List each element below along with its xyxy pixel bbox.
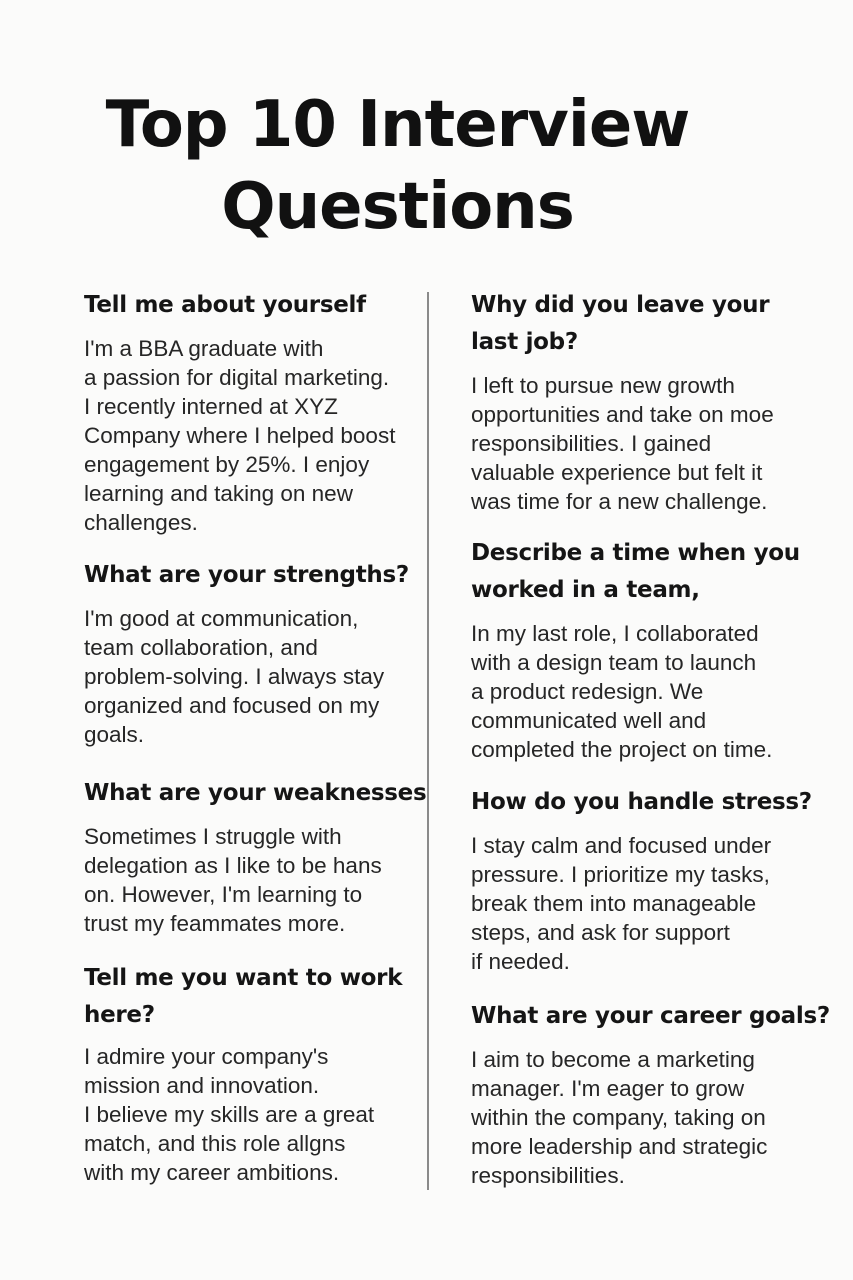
answer-text: I admire your company's mission and innovation. I believe my skills are a great match, and this role allgns with my career ambitions. <box>84 1044 375 1185</box>
question-heading: How do you handle stress? <box>471 789 812 815</box>
answer-text: I'm a BBA graduate with a passion for digital marketing. I recently interned at XYZ Company where I helped boost engagement by 25%. I enjoy learning and taking on new challenges. <box>84 336 396 535</box>
page-title: Top 10 Interview Questions <box>105 88 690 244</box>
answer-text: I aim to become a marketing manager. I'm eager to grow within the company, taking on more leadership and strategic responsibilities. <box>471 1047 768 1188</box>
question-heading: Why did you leave your last job? <box>471 292 770 355</box>
question-heading: Tell me about yourself <box>84 292 366 318</box>
answer-text: I'm good at communication, team collaboration, and problem-solving. I always stay organized and focused on my goals. <box>84 606 385 747</box>
question-heading: What are your strengths? <box>84 562 409 588</box>
answer-text: In my last role, I collaborated with a design team to launch a product redesign. We communicated well and completed the project on time. <box>471 621 773 762</box>
answer-text: Sometimes I struggle with delegation as I like to be hans on. However, I'm learning to trust my feammates more. <box>84 824 382 936</box>
question-heading: What are your career goals? <box>471 1003 830 1029</box>
question-heading: Tell me you want to work here? <box>84 965 403 1028</box>
answer-text: I left to pursue new growth opportunities and take on moe responsibilities. I gained valuable experience but felt it was time for a new challenge. <box>471 373 774 514</box>
answer-text: I stay calm and focused under pressure. I prioritize my tasks, break them into manageable steps, and ask for support if needed. <box>471 833 772 974</box>
question-heading: What are your weaknesses <box>84 780 427 806</box>
question-heading: Describe a time when you worked in a team, <box>471 540 800 603</box>
